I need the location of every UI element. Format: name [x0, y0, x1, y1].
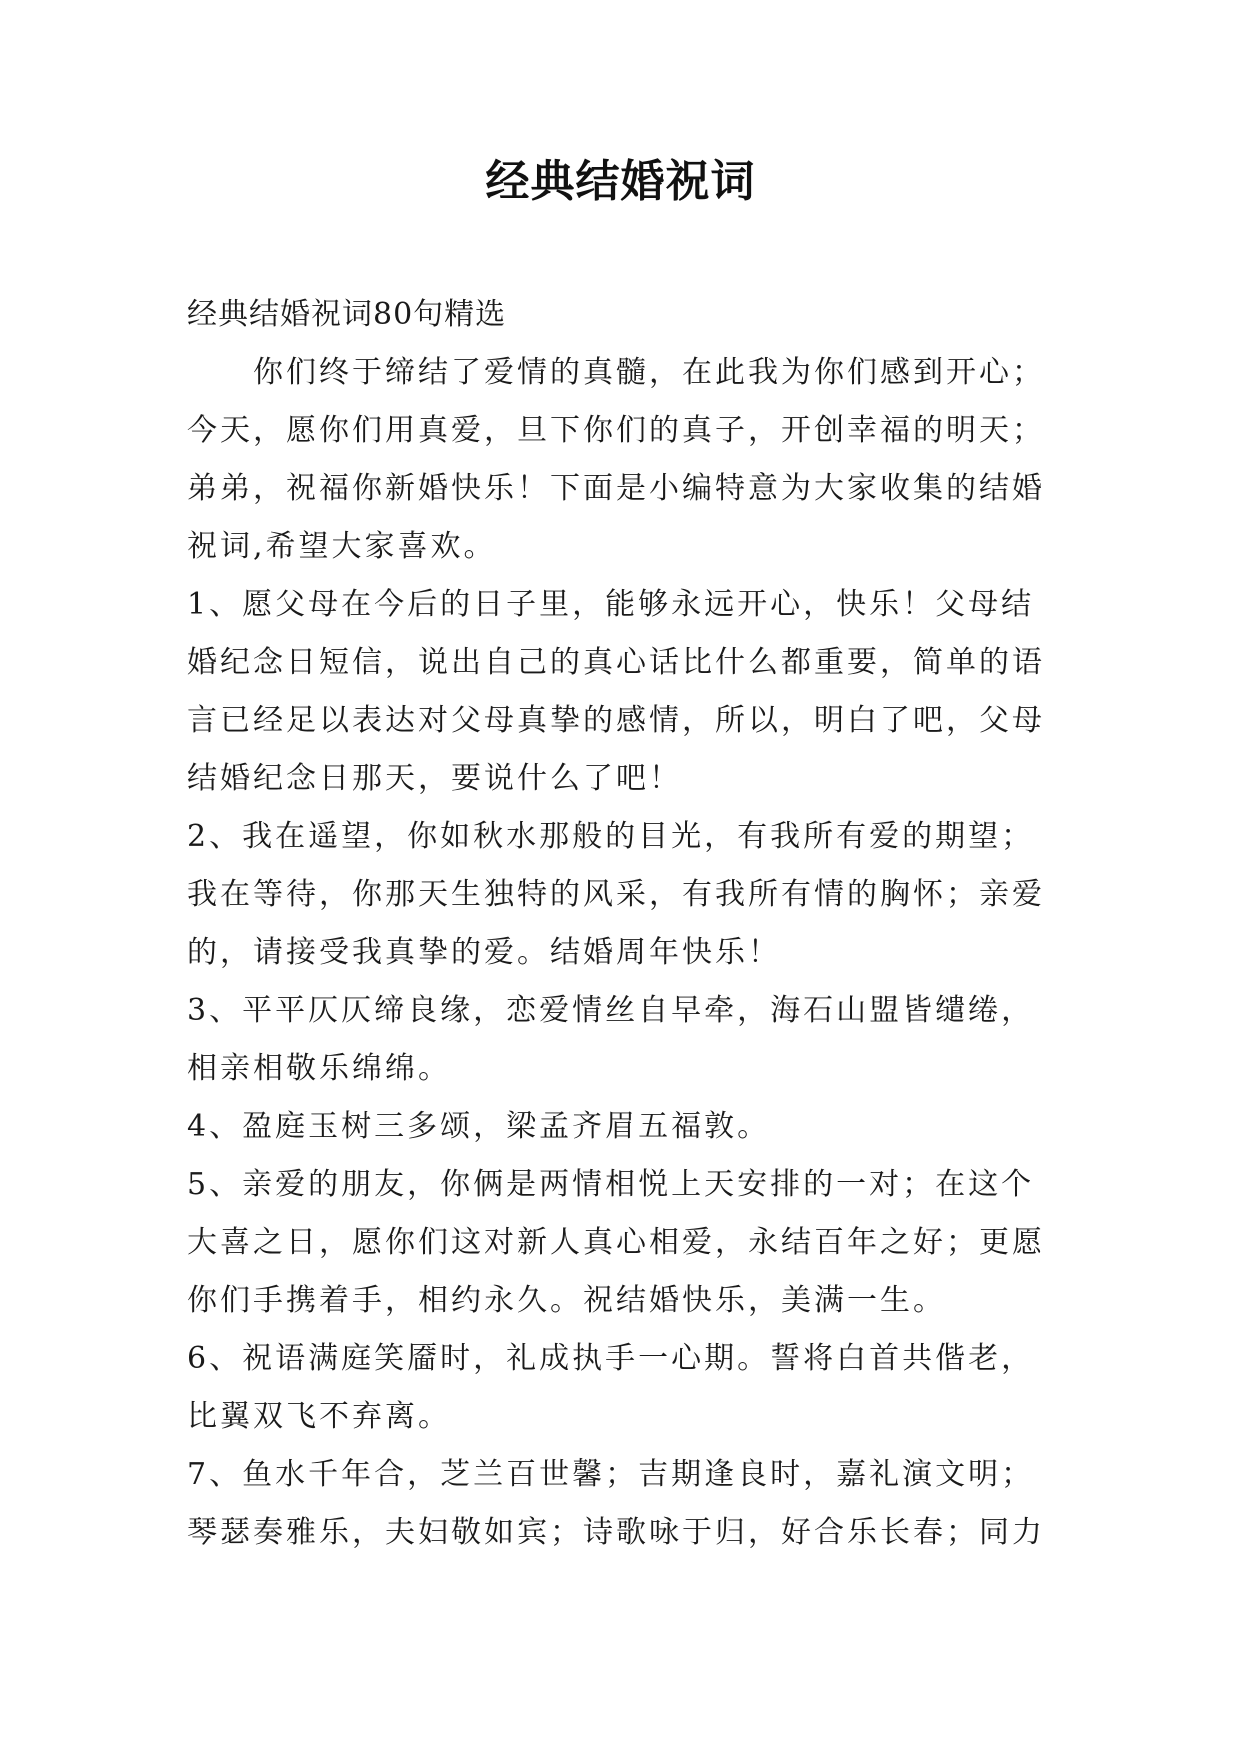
body-line: 今天，愿你们用真爱，旦下你们的真子，开创幸福的明天； [187, 413, 1045, 448]
subtitle-line: 经典结婚祝词80句精选 [187, 297, 507, 332]
body-line: 3、平平仄仄缔良缘，恋爱情丝自早牵，海石山盟皆缱绻， [187, 993, 1035, 1028]
body-line: 5、亲爱的朋友，你俩是两情相悦上天安排的一对；在这个 [187, 1167, 1035, 1202]
body-line: 的，请接受我真挚的爱。结婚周年快乐！ [187, 935, 781, 970]
body-line: 4、盈庭玉树三多颂，梁孟齐眉五福敦。 [187, 1109, 771, 1144]
body-line: 言已经足以表达对父母真挚的感情，所以，明白了吧，父母 [187, 703, 1045, 738]
body-line: 比翼双飞不弃离。 [187, 1399, 451, 1434]
body-line: 7、鱼水千年合，芝兰百世馨；吉期逢良时，嘉礼演文明； [187, 1457, 1035, 1492]
document-title: 经典结婚祝词 [485, 156, 756, 207]
body-line: 1、愿父母在今后的日子里，能够永远开心，快乐！父母结 [187, 587, 1035, 622]
body-line: 琴瑟奏雅乐，夫妇敬如宾；诗歌咏于归，好合乐长春；同力 [187, 1515, 1045, 1550]
body-line: 6、祝语满庭笑靥时，礼成执手一心期。誓将白首共偕老， [187, 1341, 1035, 1376]
body-line: 你们手携着手，相约永久。祝结婚快乐，美满一生。 [187, 1283, 946, 1318]
body-line: 我在等待，你那天生独特的风采，有我所有情的胸怀；亲爱 [187, 877, 1045, 912]
body-line: 2、我在遥望，你如秋水那般的目光，有我所有爱的期望； [187, 819, 1035, 854]
body-line: 你们终于缔结了爱情的真髓，在此我为你们感到开心； [187, 355, 1045, 390]
body-line: 相亲相敬乐绵绵。 [187, 1051, 451, 1086]
body-line: 婚纪念日短信，说出自己的真心话比什么都重要，简单的语 [187, 645, 1045, 680]
body-line: 祝词,希望大家喜欢。 [187, 529, 497, 564]
document-body [187, 286, 1067, 1562]
body-line: 大喜之日，愿你们这对新人真心相爱，永结百年之好；更愿 [187, 1225, 1045, 1260]
body-line: 结婚纪念日那天，要说什么了吧！ [187, 761, 682, 796]
body-line: 弟弟，祝福你新婚快乐！下面是小编特意为大家收集的结婚 [187, 471, 1045, 506]
